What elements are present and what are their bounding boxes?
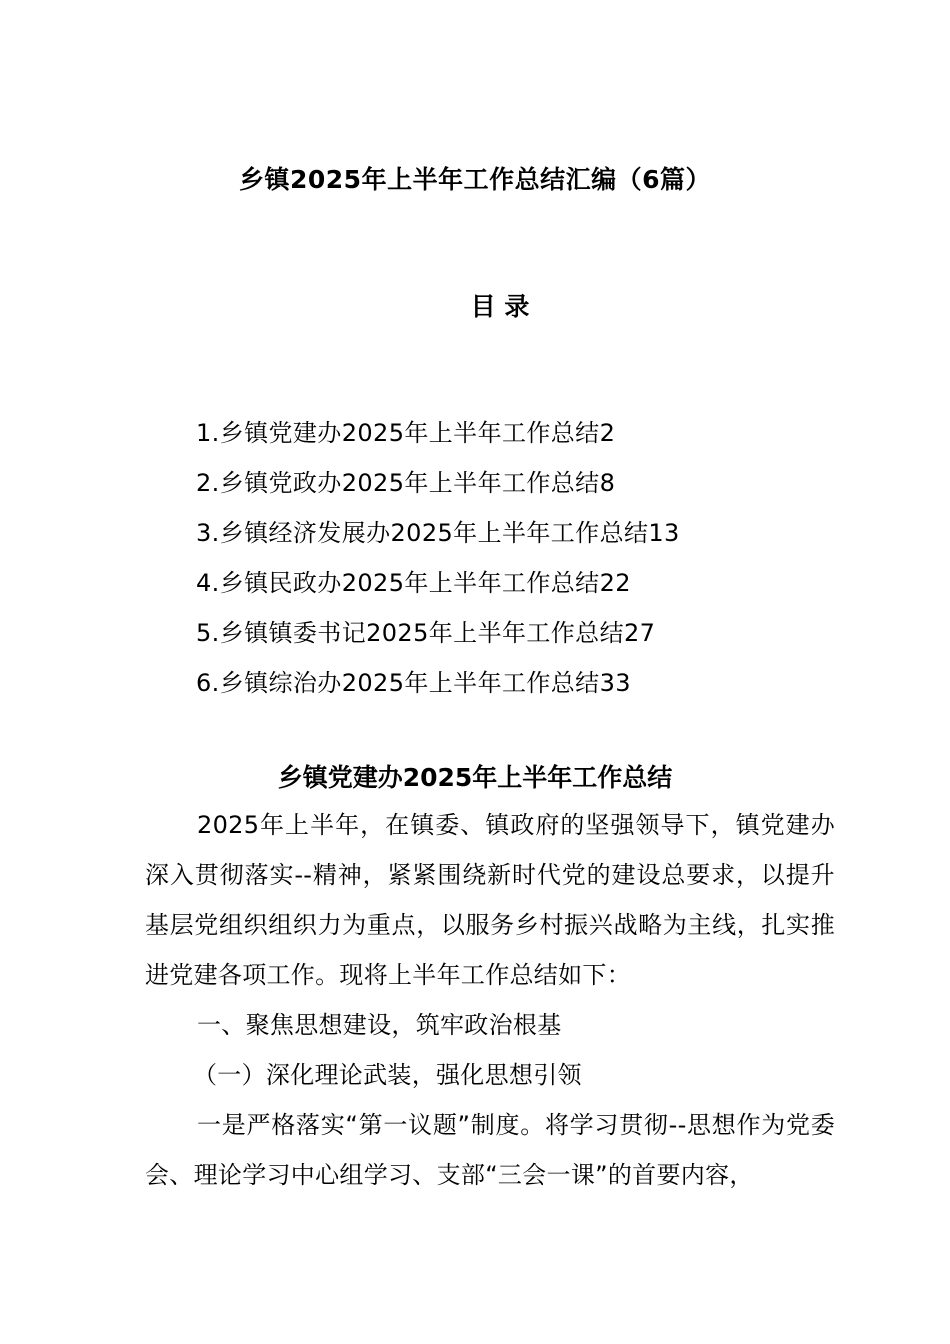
paragraph-subheading: （一）深化理论武装，强化思想引领 [193, 1061, 582, 1089]
toc-item[interactable]: 3.乡镇经济发展办2025年上半年工作总结13 [196, 519, 680, 547]
toc-item[interactable]: 6.乡镇综治办2025年上半年工作总结33 [196, 669, 631, 697]
paragraph: 一是严格落实“第一议题”制度。将学习贯彻--思想作为党委会、理论学习中心组学习、支部“三会一课”的首要内容， [145, 1111, 835, 1189]
paragraph-heading: 一、聚焦思想建设，筑牢政治根基 [197, 1011, 562, 1039]
section-title: 乡镇党建办2025年上半年工作总结 [277, 763, 673, 792]
document-title: 乡镇2025年上半年工作总结汇编（6篇） [239, 165, 711, 194]
toc-item[interactable]: 1.乡镇党建办2025年上半年工作总结2 [196, 419, 616, 447]
toc-item[interactable]: 5.乡镇镇委书记2025年上半年工作总结27 [196, 619, 656, 647]
toc-item[interactable]: 4.乡镇民政办2025年上半年工作总结22 [196, 569, 631, 597]
table-of-contents [196, 408, 680, 708]
toc-item[interactable]: 2.乡镇党政办2025年上半年工作总结8 [196, 469, 616, 497]
toc-heading: 目 录 [470, 292, 530, 321]
paragraph: 2025年上半年，在镇委、镇政府的坚强领导下，镇党建办深入贯彻落实--精神，紧紧围绕新时代党的建设总要求，以提升基层党组织组织力为重点，以服务乡村振兴战略为主线，扎实推进党建各项工作。现将上半年工作总结如下： [145, 811, 835, 989]
body-text [145, 800, 835, 1200]
